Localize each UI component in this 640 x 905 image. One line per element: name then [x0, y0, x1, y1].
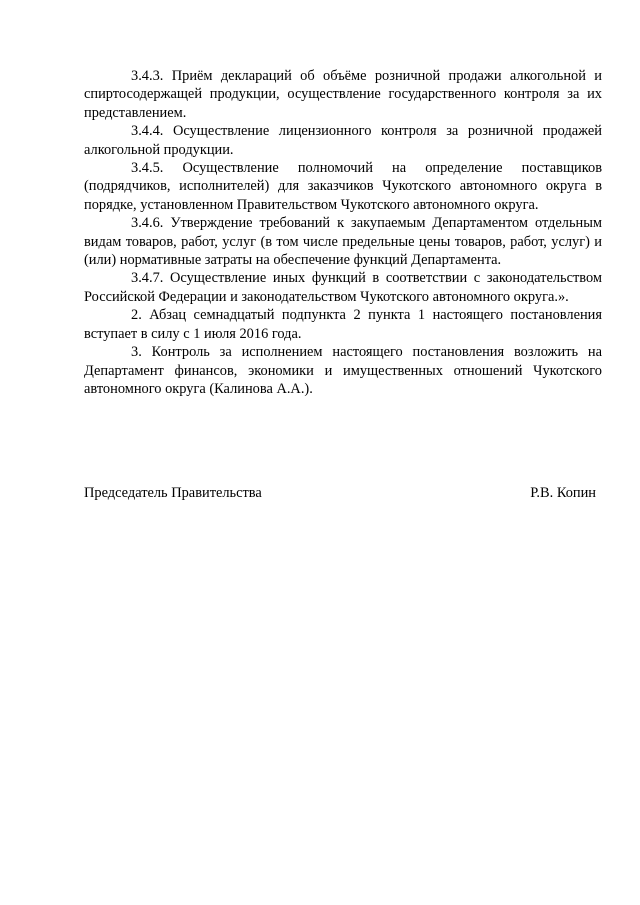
document-body: [84, 67, 602, 398]
paragraph-3-4-5: 3.4.5. Осуществление полномочий на определение поставщиков (подрядчиков, исполнителей) для заказчиков Чукотского автономного округа в порядке, установленном Правительством Чукотского автономного округа.: [84, 160, 602, 213]
paragraph-item-3: 3. Контроль за исполнением настоящего постановления возложить на Департамент финансов, экономики и имущественных отношений Чукотского автономного округа (Калинова А.А.).: [84, 344, 602, 397]
paragraph-3-4-7: 3.4.7. Осуществление иных функций в соответствии с законодательством Российской Федерации и законодательством Чукотского автономного округа.».: [84, 270, 602, 305]
paragraph-item-2: 2. Абзац семнадцатый подпункта 2 пункта 1 настоящего постановления вступает в силу с 1 июля 2016 года.: [84, 307, 602, 342]
paragraph-3-4-3: 3.4.3. Приём деклараций об объёме розничной продажи алкогольной и спиртосодержащей продукции, осуществление государственного контроля за их представлением.: [84, 68, 602, 121]
signatory-position: Председатель Правительства: [84, 485, 262, 501]
paragraph-3-4-4: 3.4.4. Осуществление лицензионного контроля за розничной продажей алкогольной продукции.: [84, 123, 602, 158]
signatory-name: Р.В. Копин: [530, 485, 596, 501]
paragraph-3-4-6: 3.4.6. Утверждение требований к закупаемым Департаментом отдельным видам товаров, работ, услуг (в том числе предельные цены товаров, работ, услуг) и (или) нормативные затраты на обеспечение функций Департамента.: [84, 215, 602, 269]
